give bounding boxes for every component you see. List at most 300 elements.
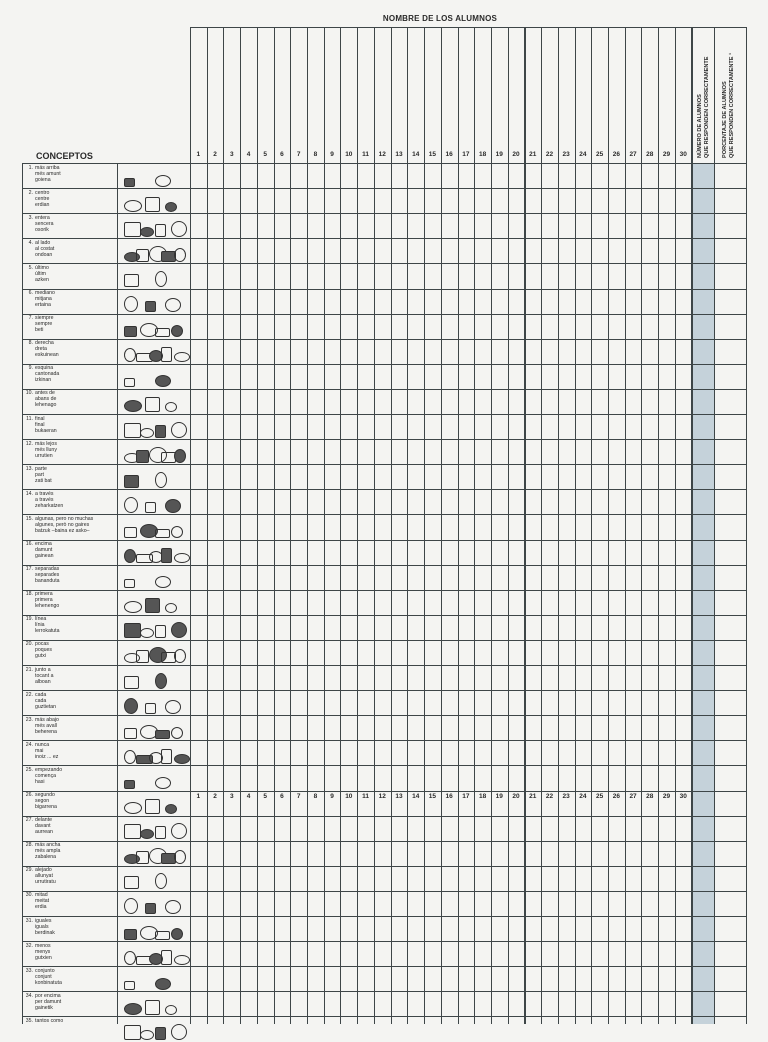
concept-illustration — [118, 944, 188, 965]
student-column-number-repeat: 26 — [608, 793, 625, 800]
student-column-number-repeat: 11 — [357, 793, 374, 800]
student-column-number-repeat: 27 — [625, 793, 642, 800]
concept-word-es: más abajo — [35, 717, 59, 723]
illustration-shape — [124, 824, 141, 839]
student-column-number-repeat: 9 — [324, 793, 341, 800]
illustration-shape — [145, 301, 156, 312]
student-column-number-repeat: 12 — [374, 793, 391, 800]
concept-word-es: derecha — [35, 340, 54, 346]
illustration-shape — [155, 472, 167, 488]
student-column-number: 13 — [391, 151, 408, 159]
grid-hline — [22, 991, 746, 992]
illustration-shape — [136, 851, 149, 864]
grid-vline — [441, 27, 442, 1024]
concept-word-eu: izkinan — [24, 377, 117, 383]
concept-label — [24, 1018, 117, 1024]
concepts-heading: CONCEPTOS — [36, 151, 93, 161]
illustration-shape — [124, 676, 139, 689]
concept-word-es: más ancha — [35, 842, 60, 848]
concept-label — [24, 767, 117, 785]
illustration-shape — [165, 202, 177, 212]
student-column-number-repeat: 23 — [558, 793, 575, 800]
concept-number: 31. — [24, 918, 33, 924]
illustration-shape — [165, 603, 177, 613]
concept-illustration — [118, 718, 188, 739]
illustration-shape — [171, 325, 183, 337]
concept-word-eu: lehenengo — [24, 603, 117, 609]
illustration-shape — [140, 1030, 154, 1040]
concept-number: 22. — [24, 692, 33, 698]
illustration-shape — [124, 728, 137, 739]
student-column-number-repeat: 15 — [424, 793, 441, 800]
concept-illustration — [118, 1019, 188, 1040]
grid-hline — [22, 464, 746, 465]
student-column-number: 27 — [625, 151, 642, 159]
concept-label — [24, 190, 117, 208]
illustration-shape — [171, 526, 183, 538]
student-column-number-repeat: 6 — [274, 793, 291, 800]
concept-word-eu: urrutien — [24, 453, 117, 459]
illustration-shape — [124, 497, 138, 513]
concept-number: 9. — [24, 365, 33, 371]
concept-illustration — [118, 693, 188, 714]
illustration-shape — [124, 698, 138, 714]
concept-word-eu: erdian — [24, 202, 117, 208]
concept-word-es: junto a — [35, 667, 51, 673]
illustration-shape — [145, 799, 160, 814]
concept-number: 12. — [24, 441, 33, 447]
concept-label — [24, 466, 117, 484]
concept-illustration — [118, 492, 188, 513]
grid-hline — [22, 816, 746, 817]
grid-hline — [22, 715, 746, 716]
illustration-shape — [145, 598, 160, 613]
illustration-shape — [124, 898, 138, 914]
concept-label — [24, 390, 117, 408]
illustration-shape — [155, 931, 170, 940]
illustration-shape — [124, 400, 142, 412]
concept-number: 1. — [24, 165, 33, 171]
concept-illustration — [118, 893, 188, 914]
grid-hline — [22, 740, 746, 741]
concept-word-eu: azken — [24, 277, 117, 283]
illustration-shape — [124, 981, 135, 990]
illustration-shape — [165, 900, 181, 914]
grid-vline — [675, 27, 676, 1024]
illustration-shape — [174, 649, 186, 663]
illustration-shape — [124, 780, 135, 789]
grid-hline — [22, 514, 746, 515]
illustration-shape — [124, 929, 137, 940]
concept-word-eu: lehenago — [24, 402, 117, 408]
concept-word-ca: més ampla — [24, 848, 117, 854]
concept-number: 7. — [24, 315, 33, 321]
concept-illustration — [118, 442, 188, 463]
grid-vline — [374, 27, 375, 1024]
concept-illustration — [118, 166, 188, 187]
grid-hline — [22, 791, 746, 792]
student-column-number-repeat: 8 — [307, 793, 324, 800]
concept-word-es: menos — [35, 943, 51, 949]
concept-word-ca: al costat — [24, 246, 117, 252]
illustration-shape — [136, 450, 149, 463]
concept-word-es: final — [35, 416, 45, 422]
illustration-shape — [155, 978, 171, 990]
concept-illustration — [118, 567, 188, 588]
student-column-number-repeat: 25 — [591, 793, 608, 800]
illustration-shape — [124, 178, 135, 187]
concept-word-ca: menys — [24, 949, 117, 955]
illustration-shape — [174, 850, 186, 864]
grid-hline — [22, 916, 746, 917]
concept-illustration — [118, 291, 188, 312]
student-column-number: 26 — [608, 151, 625, 159]
grid-hline — [22, 489, 746, 490]
concept-label — [24, 416, 117, 434]
concept-illustration — [118, 391, 188, 412]
grid-hline — [22, 540, 746, 541]
concept-illustration — [118, 316, 188, 337]
concept-word-eu: guztietan — [24, 704, 117, 710]
illustration-shape — [124, 951, 136, 965]
illustration-shape — [124, 579, 135, 588]
illustration-shape — [155, 328, 170, 337]
concept-word-ca: segon — [24, 798, 117, 804]
concept-word-ca: poques — [24, 647, 117, 653]
illustration-shape — [124, 802, 142, 814]
illustration-shape — [124, 750, 136, 764]
student-column-number: 11 — [357, 151, 374, 159]
concept-label — [24, 968, 117, 986]
grid-hline — [22, 615, 746, 616]
concept-word-eu: hasi — [24, 779, 117, 785]
grid-vline — [340, 27, 341, 1024]
illustration-shape — [145, 197, 160, 212]
illustration-shape — [171, 727, 183, 739]
concept-label — [24, 340, 117, 358]
concept-word-es: más arriba — [35, 165, 60, 171]
grid-vline — [290, 27, 291, 1024]
illustration-shape — [174, 248, 186, 262]
illustration-shape — [174, 352, 190, 362]
concept-word-eu: ertaina — [24, 302, 117, 308]
concept-label — [24, 365, 117, 383]
concept-illustration — [118, 241, 188, 262]
student-column-number: 8 — [307, 151, 324, 159]
concept-number: 18. — [24, 591, 33, 597]
concept-word-ca: tocant a — [24, 673, 117, 679]
grid-hline — [22, 690, 746, 691]
illustration-shape — [124, 378, 135, 387]
concept-word-es: entera — [35, 215, 50, 221]
concept-word-es: pocas — [35, 641, 49, 647]
illustration-shape — [165, 298, 181, 312]
concept-word-es: cada — [35, 692, 46, 698]
illustration-shape — [155, 873, 167, 889]
concept-word-ca: allunyat — [24, 873, 117, 879]
grid-hline — [22, 841, 746, 842]
concept-word-eu: aurrean — [24, 829, 117, 835]
student-column-number: 21 — [524, 151, 541, 159]
count-column-header: NÚMERO DE ALUMNOS QUE RESPONDEN CORRECTAMENTE — [697, 36, 711, 158]
student-column-number-repeat: 22 — [541, 793, 558, 800]
grid-vline — [307, 27, 308, 1024]
grid-hline — [22, 665, 746, 666]
concept-illustration — [118, 542, 188, 563]
illustration-shape — [155, 826, 166, 839]
grid-vline — [424, 27, 425, 1024]
student-column-number-repeat: 19 — [491, 793, 508, 800]
student-column-number-repeat: 21 — [524, 793, 541, 800]
concept-word-eu: urrutiratu — [24, 879, 117, 885]
concept-word-es: antes de — [35, 390, 55, 396]
concept-word-ca: separades — [24, 572, 117, 578]
student-column-number-repeat: 4 — [240, 793, 257, 800]
illustration-shape — [171, 221, 187, 237]
grid-vline — [223, 27, 224, 1024]
grid-hline — [22, 364, 746, 365]
concept-word-eu: batzuk –baina ez asko– — [24, 528, 117, 534]
illustration-shape — [124, 876, 139, 889]
grid-vline — [591, 27, 592, 1024]
concept-label — [24, 641, 117, 659]
illustration-shape — [155, 271, 167, 287]
concept-label — [24, 215, 117, 233]
illustration-shape — [165, 402, 177, 412]
concept-illustration — [118, 216, 188, 237]
concept-illustration — [118, 768, 188, 789]
illustration-shape — [124, 326, 137, 337]
grid-vline — [714, 27, 715, 1024]
grid-hline — [22, 565, 746, 566]
illustration-shape — [145, 903, 156, 914]
concept-number: 19. — [24, 616, 33, 622]
student-column-number-repeat: 17 — [458, 793, 475, 800]
student-column-number: 29 — [658, 151, 675, 159]
illustration-shape — [140, 428, 154, 438]
concept-label — [24, 491, 117, 509]
student-column-number-repeat: 10 — [340, 793, 357, 800]
student-column-number-repeat: 20 — [508, 793, 525, 800]
concept-word-eu: gutxi — [24, 653, 117, 659]
concept-label — [24, 717, 117, 735]
illustration-shape — [140, 628, 154, 638]
concept-number: 35. — [24, 1018, 33, 1024]
concept-number: 26. — [24, 792, 33, 798]
student-column-number-repeat: 18 — [474, 793, 491, 800]
concept-number: 11. — [24, 416, 33, 422]
concept-word-es: mediano — [35, 290, 55, 296]
concept-number: 30. — [24, 892, 33, 898]
illustration-shape — [155, 1027, 166, 1040]
illustration-shape — [165, 700, 181, 714]
illustration-shape — [124, 348, 136, 362]
concept-word-eu: eskuinean — [24, 352, 117, 358]
grid-vline — [357, 27, 358, 1024]
concept-number: 24. — [24, 742, 33, 748]
concept-word-ca: final — [24, 422, 117, 428]
grid-hline — [22, 263, 746, 264]
concept-word-ca: cantonada — [24, 371, 117, 377]
concept-word-ca: primera — [24, 597, 117, 603]
student-column-number: 14 — [407, 151, 424, 159]
concept-label — [24, 165, 117, 183]
illustration-shape — [124, 274, 139, 287]
student-column-number: 25 — [591, 151, 608, 159]
illustration-shape — [124, 623, 141, 638]
concept-illustration — [118, 919, 188, 940]
concept-word-eu: gainetik — [24, 1005, 117, 1011]
concept-illustration — [118, 266, 188, 287]
concept-label — [24, 867, 117, 885]
illustration-shape — [155, 425, 166, 438]
grid-vline — [22, 163, 23, 1024]
grid-vline — [641, 27, 642, 1024]
concept-illustration — [118, 793, 188, 814]
student-column-number-repeat: 1 — [190, 793, 207, 800]
concept-illustration — [118, 417, 188, 438]
grid-hline — [22, 439, 746, 440]
grid-vline — [524, 27, 525, 1024]
illustration-shape — [171, 622, 187, 638]
student-column-number: 3 — [223, 151, 240, 159]
concept-word-ca: centre — [24, 196, 117, 202]
concept-word-eu: bukaeran — [24, 428, 117, 434]
illustration-shape — [155, 224, 166, 237]
grid-hline — [22, 941, 746, 942]
concept-word-eu: lerrokatuta — [24, 628, 117, 634]
concept-word-eu: inoiz ... ez — [24, 754, 117, 760]
concept-label — [24, 265, 117, 283]
concept-word-eu: alboan — [24, 679, 117, 685]
concept-word-es: delante — [35, 817, 52, 823]
student-column-number-repeat: 24 — [575, 793, 592, 800]
student-column-number: 23 — [558, 151, 575, 159]
concept-word-ca: damunt — [24, 547, 117, 553]
grid-vline — [575, 27, 576, 1024]
concept-label — [24, 842, 117, 860]
concept-word-eu: zabalena — [24, 854, 117, 860]
concept-word-ca: comença — [24, 773, 117, 779]
grid-vline — [324, 27, 325, 1024]
concept-illustration — [118, 191, 188, 212]
illustration-shape — [161, 347, 172, 362]
student-column-number: 1 — [190, 151, 207, 159]
illustration-shape — [124, 1025, 141, 1040]
concept-label — [24, 516, 117, 534]
illustration-shape — [124, 475, 139, 488]
illustration-shape — [145, 1000, 160, 1015]
concept-number: 20. — [24, 641, 33, 647]
concept-word-es: más lejos — [35, 441, 57, 447]
concept-word-ca: més lluny — [24, 447, 117, 453]
concept-label — [24, 541, 117, 559]
grid-hline — [22, 188, 746, 189]
concept-word-es: empezando — [35, 767, 62, 773]
grid-vline — [391, 27, 392, 1024]
student-column-number: 6 — [274, 151, 291, 159]
concept-number: 15. — [24, 516, 33, 522]
concept-number: 27. — [24, 817, 33, 823]
concept-label — [24, 441, 117, 459]
concept-illustration — [118, 341, 188, 362]
concept-number: 33. — [24, 968, 33, 974]
grid-hline — [22, 414, 746, 415]
concept-word-es: tantos como — [35, 1018, 63, 1024]
student-column-number: 18 — [474, 151, 491, 159]
concept-number: 14. — [24, 491, 33, 497]
concept-word-es: primera — [35, 591, 53, 597]
student-column-number: 17 — [458, 151, 475, 159]
student-column-number-repeat: 30 — [675, 793, 692, 800]
illustration-shape — [140, 829, 154, 839]
grid-vline — [257, 27, 258, 1024]
grid-vline — [207, 27, 208, 1024]
grid-hline — [22, 213, 746, 214]
grid-vline — [474, 27, 475, 1024]
concept-word-ca: dreta — [24, 346, 117, 352]
concept-word-ca: més amunt — [24, 171, 117, 177]
concept-word-eu: gainean — [24, 553, 117, 559]
concept-word-es: último — [35, 265, 49, 271]
grid-hline — [22, 163, 746, 164]
concept-number: 2. — [24, 190, 33, 196]
concept-number: 34. — [24, 993, 33, 999]
illustration-shape — [171, 928, 183, 940]
illustration-shape — [124, 527, 137, 538]
student-column-number-repeat: 7 — [290, 793, 307, 800]
count-column-shade — [691, 163, 714, 1024]
concept-word-ca: sencera — [24, 221, 117, 227]
grid-vline — [658, 27, 659, 1024]
concept-illustration — [118, 517, 188, 538]
student-column-number: 16 — [441, 151, 458, 159]
grid-vline — [190, 27, 191, 1024]
student-column-number-repeat: 13 — [391, 793, 408, 800]
concept-illustration — [118, 868, 188, 889]
concept-label — [24, 817, 117, 835]
concept-word-es: algunas, pero no muchas — [35, 516, 93, 522]
concept-number: 5. — [24, 265, 33, 271]
grid-vline — [407, 27, 408, 1024]
concept-word-ca: mai — [24, 748, 117, 754]
concept-word-eu: ondoan — [24, 252, 117, 258]
concept-word-es: por encima — [35, 993, 61, 999]
concept-illustration — [118, 818, 188, 839]
student-column-number: 19 — [491, 151, 508, 159]
grid-vline — [491, 27, 492, 1024]
grid-hline — [22, 891, 746, 892]
illustration-shape — [165, 1005, 177, 1015]
illustration-shape — [174, 449, 186, 463]
concept-word-es: separadas — [35, 566, 59, 572]
concept-illustration — [118, 743, 188, 764]
student-column-number: 4 — [240, 151, 257, 159]
concept-number: 28. — [24, 842, 33, 848]
concept-illustration — [118, 592, 188, 613]
concept-word-ca: conjunt — [24, 974, 117, 980]
grid-vline — [508, 27, 509, 1024]
concept-label — [24, 315, 117, 333]
concept-illustration — [118, 969, 188, 990]
grid-hline — [190, 27, 746, 28]
concept-word-es: iguales — [35, 918, 51, 924]
grid-hline — [22, 966, 746, 967]
illustration-shape — [136, 650, 149, 663]
illustration-shape — [174, 955, 190, 965]
illustration-shape — [171, 422, 187, 438]
illustration-shape — [124, 1003, 142, 1015]
